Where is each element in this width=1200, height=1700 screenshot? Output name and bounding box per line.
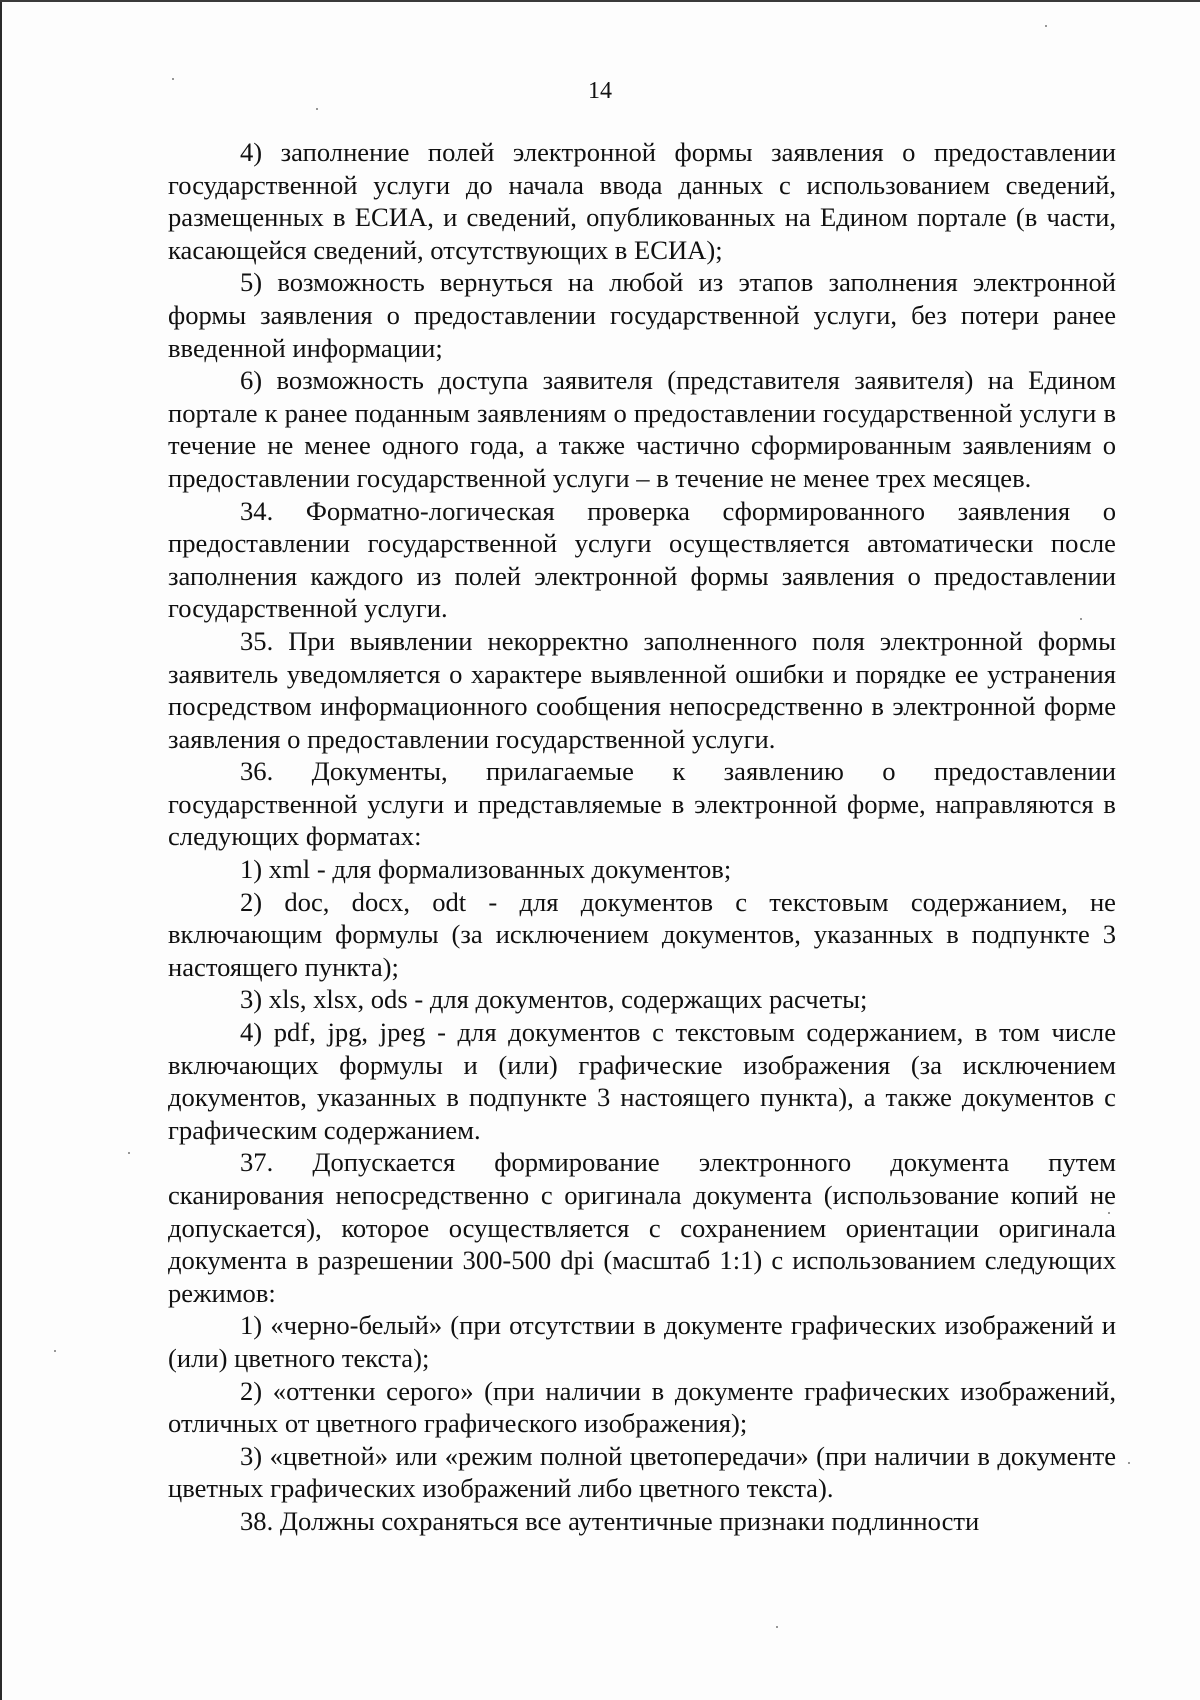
paragraph: 1) «черно-белый» (при отсутствии в документе графических изображений и (или) цветного текста); [168,1310,1116,1373]
paragraph: 38. Должны сохраняться все аутентичные признаки подлинности [240,1505,980,1536]
page-number: 14 [588,78,612,104]
scan-edge-left [0,0,2,1700]
paragraph: 37. Допускается формирование электронного документа путем сканирования непосредственно с оригинала документа (использование копий не допускается), которое осуществляется с сохранением ориентации оригинала документа в разрешении 300-500 dpi (масштаб 1:1) с использованием следующих режимов: [168,1147,1116,1308]
paragraph: 36. Документы, прилагаемые к заявлению о предоставлении государственной услуги и представляемые в электронной форме, направляются в следующих форматах: [168,756,1116,852]
paragraph: 35. При выявлении некорректно заполненного поля электронной формы заявитель уведомляется о характере выявленной ошибки и порядке ее устранения посредством информационного сообщения непосредственно в электронной форме заявления о предоставлении государственной услуги. [168,625,1116,754]
scan-speck [776,1626,778,1628]
paragraph: 2) «оттенки серого» (при наличии в документе графических изображений, отличных от цветного графического изображения); [168,1375,1116,1439]
scan-speck [54,1350,56,1352]
paragraph: 6) возможность доступа заявителя (представителя заявителя) на Едином портале к ранее поданным заявлениям о предоставлении государственной услуги в течение не менее одного года, а также частично сформированным заявлениям о предоставлении государственной услуги – в течение не менее трех месяцев. [168,365,1116,493]
paragraph: 1) xml - для формализованных документов; [240,854,732,885]
scan-edge-top [0,0,1200,2]
scan-speck [1045,25,1047,27]
scan-speck [128,1152,130,1154]
scan-speck [316,108,318,110]
document-body [168,136,1116,1538]
paragraph: 2) doc, docx, odt - для документов с текстовым содержанием, не включающим формулы (за исключением документов, указанных в подпункте 3 настоящего пункта); [168,886,1116,982]
paragraph: 3) «цветной» или «режим полной цветопередачи» (при наличии в документе цветных графических изображений либо цветного текста). [168,1440,1116,1504]
paragraph: 34. Форматно-логическая проверка сформированного заявления о предоставлении государственной услуги осуществляется автоматически после заполнения каждого из полей электронной формы заявления о предоставлении государственной услуги. [168,495,1116,624]
paragraph: 4) заполнение полей электронной формы заявления о предоставлении государственной услуги до начала ввода данных с использованием сведений, размещенных в ЕСИА, и сведений, опубликованных на Едином портале (в части, касающейся сведений, отсутствующих в ЕСИА); [168,137,1116,265]
paragraph: 5) возможность вернуться на любой из этапов заполнения электронной формы заявления о предоставлении государственной услуги, без потери ранее введенной информации; [168,267,1116,363]
scan-speck [1128,1462,1130,1464]
paragraph: 3) xls, xlsx, ods - для документов, содержащих расчеты; [240,984,868,1015]
paragraph: 4) pdf, jpg, jpeg - для документов с текстовым содержанием, в том числе включающих формулы и (или) графические изображения (за исключением документов, указанных в подпункте 3 настоящего пункта), а также документов с графическим содержанием. [168,1017,1116,1145]
